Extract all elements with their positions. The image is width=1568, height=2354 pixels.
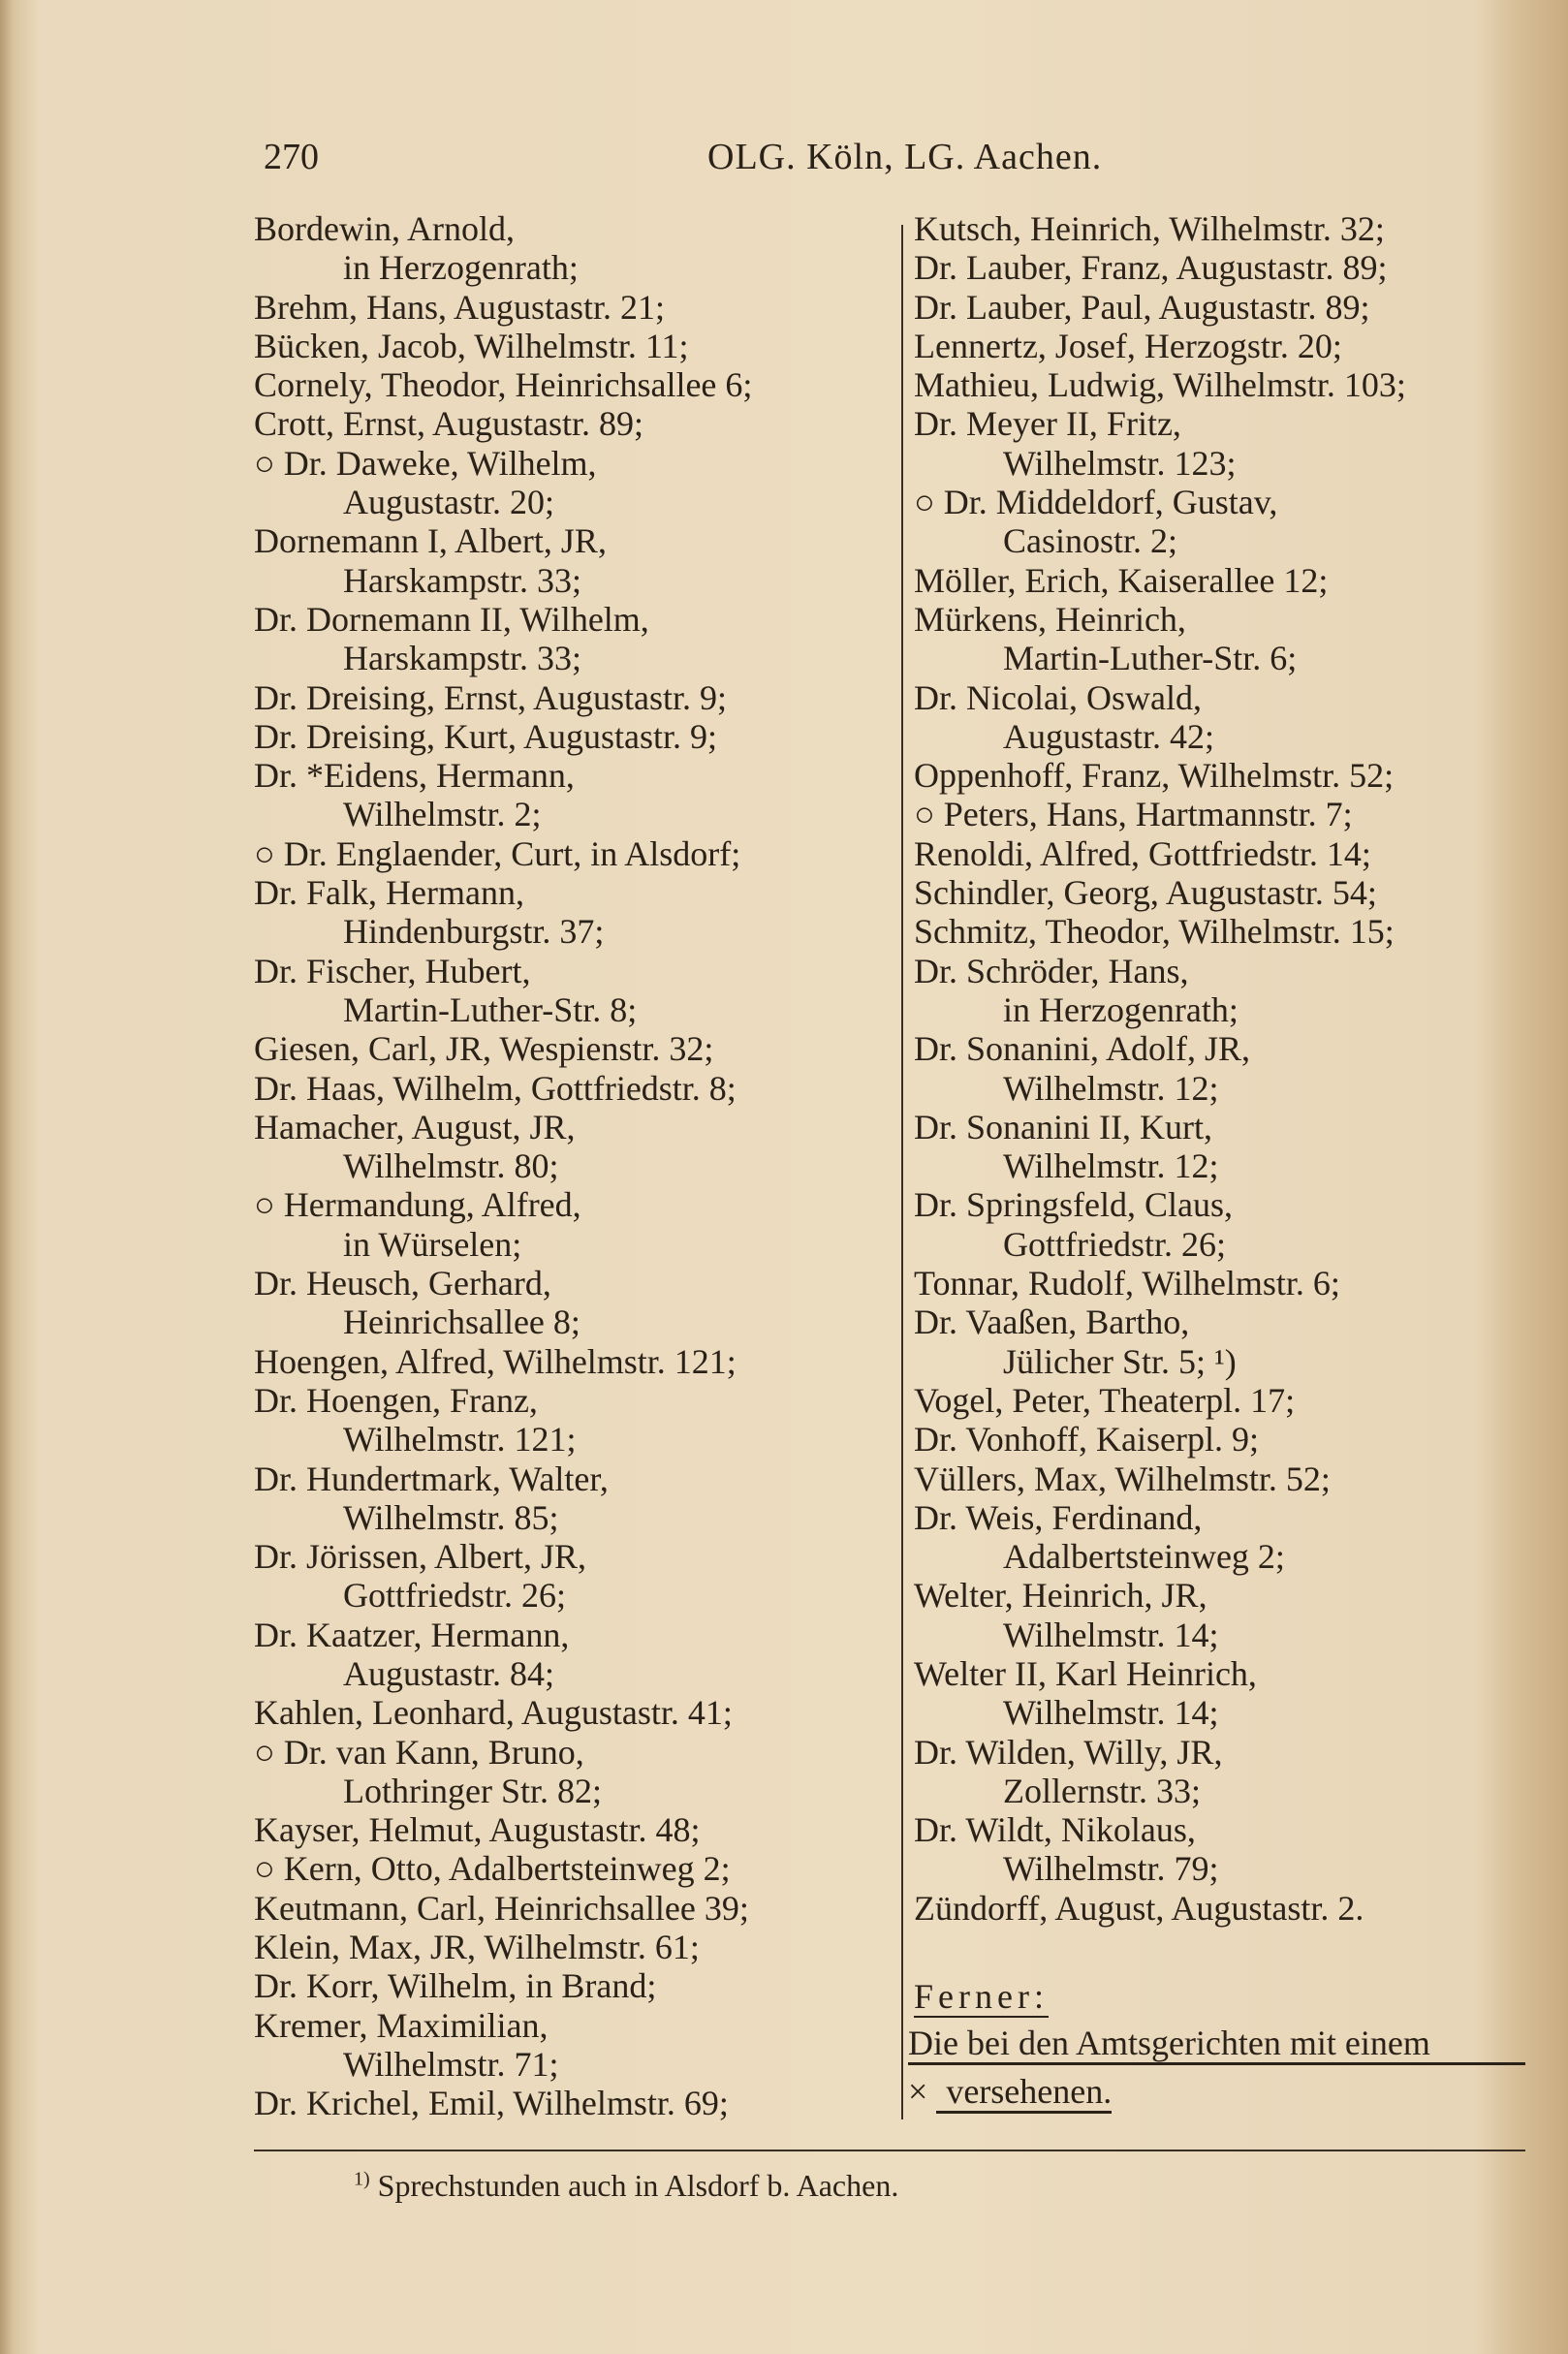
- ferner-note-line1: Die bei den Amtsgerichten mit einem: [908, 2024, 1525, 2065]
- entry-line: ○ Peters, Hans, Hartmannstr. 7;: [914, 795, 1353, 834]
- entry-line: Dr. Lauber, Paul, Augustastr. 89;: [914, 287, 1370, 327]
- left-column: [254, 209, 752, 2123]
- entry-line: ○ Dr. Englaender, Curt, in Alsdorf;: [254, 833, 741, 873]
- entry-line: Dr. Wilden, Willy, JR,: [914, 1732, 1223, 1772]
- entry-continuation-line: in Herzogenrath;: [1003, 989, 1239, 1029]
- entry-continuation-line: Zollernstr. 33;: [1003, 1771, 1201, 1810]
- entry-line: Dr. Vaaßen, Bartho,: [914, 1303, 1190, 1342]
- entry-line: Dr. Hundertmark, Walter,: [254, 1459, 609, 1498]
- entry-line: Giesen, Carl, JR, Wespienstr. 32;: [254, 1029, 714, 1069]
- entry-continuation-line: Harskampstr. 33;: [343, 560, 581, 600]
- entry-continuation-line: Wilhelmstr. 12;: [1003, 1068, 1219, 1108]
- entry-line: Vüllers, Max, Wilhelmstr. 52;: [914, 1459, 1331, 1498]
- entry-continuation-line: Gottfriedstr. 26;: [343, 1576, 566, 1616]
- entry-line: Bordewin, Arnold,: [254, 209, 515, 248]
- entry-line: Hamacher, August, JR,: [254, 1107, 576, 1146]
- entry-line: Dr. Weis, Ferdinand,: [914, 1497, 1203, 1537]
- entry-continuation-line: Lothringer Str. 82;: [343, 1771, 602, 1810]
- entry-line: Mathieu, Ludwig, Wilhelmstr. 103;: [914, 365, 1406, 405]
- entry-line: Dr. Falk, Hermann,: [254, 873, 524, 913]
- page-number: 270: [264, 137, 319, 177]
- entry-continuation-line: Harskampstr. 33;: [343, 639, 581, 678]
- entry-line: Dr. Meyer II, Fritz,: [914, 404, 1181, 444]
- entry-continuation-line: Wilhelmstr. 121;: [343, 1420, 577, 1459]
- entry-line: Schindler, Georg, Augustastr. 54;: [914, 873, 1377, 913]
- entry-line: Dr. Schröder, Hans,: [914, 951, 1189, 990]
- running-head: OLG. Köln, LG. Aachen.: [707, 137, 1103, 177]
- entry-continuation-line: Wilhelmstr. 12;: [1003, 1146, 1219, 1186]
- ferner-note-line2: [908, 2072, 1112, 2111]
- entry-line: Zündorff, August, Augustastr. 2.: [914, 1888, 1364, 1928]
- entry-line: Renoldi, Alfred, Gottfriedstr. 14;: [914, 833, 1371, 873]
- entry-line: Lennertz, Josef, Herzogstr. 20;: [914, 326, 1342, 365]
- entry-line: Dr. Heusch, Gerhard,: [254, 1264, 551, 1303]
- entry-line: Welter II, Karl Heinrich,: [914, 1653, 1257, 1693]
- entry-line: Dr. Jörissen, Albert, JR,: [254, 1537, 587, 1577]
- entry-line: Klein, Max, JR, Wilhelmstr. 61;: [254, 1928, 700, 1967]
- column-divider: [901, 225, 903, 2119]
- entry-continuation-line: Wilhelmstr. 71;: [343, 2044, 559, 2084]
- entry-line: Dornemann I, Albert, JR,: [254, 521, 607, 561]
- entry-line: Kahlen, Leonhard, Augustastr. 41;: [254, 1693, 733, 1733]
- entry-line: Dr. *Eidens, Hermann,: [254, 756, 575, 796]
- entry-continuation-line: Jülicher Str. 5; ¹): [1003, 1341, 1237, 1381]
- entry-line: Dr. Nicolai, Oswald,: [914, 677, 1202, 717]
- entry-continuation-line: Casinostr. 2;: [1003, 521, 1178, 561]
- entry-line: Dr. Dreising, Kurt, Augustastr. 9;: [254, 716, 717, 756]
- entry-line: ○ Hermandung, Alfred,: [254, 1185, 581, 1225]
- ferner-note-text: versehenen.: [936, 2072, 1112, 2114]
- entry-continuation-line: Wilhelmstr. 85;: [343, 1497, 559, 1537]
- entry-line: Dr. Hoengen, Franz,: [254, 1380, 538, 1420]
- entry-line: Welter, Heinrich, JR,: [914, 1576, 1207, 1616]
- entry-line: Möller, Erich, Kaiserallee 12;: [914, 560, 1329, 600]
- entry-line: Dr. Krichel, Emil, Wilhelmstr. 69;: [254, 2084, 729, 2123]
- entry-line: Kayser, Helmut, Augustastr. 48;: [254, 1810, 701, 1850]
- entry-continuation-line: Hindenburgstr. 37;: [343, 912, 605, 952]
- entry-line: Dr. Sonanini, Adolf, JR,: [914, 1029, 1251, 1069]
- entry-line: Brehm, Hans, Augustastr. 21;: [254, 287, 665, 327]
- entry-continuation-line: Wilhelmstr. 79;: [1003, 1849, 1219, 1889]
- entry-line: Tonnar, Rudolf, Wilhelmstr. 6;: [914, 1264, 1340, 1303]
- entry-continuation-line: in Herzogenrath;: [343, 248, 579, 288]
- entry-line: Bücken, Jacob, Wilhelmstr. 11;: [254, 326, 689, 365]
- entry-continuation-line: Adalbertsteinweg 2;: [1003, 1537, 1285, 1577]
- entry-line: Dr. Vonhoff, Kaiserpl. 9;: [914, 1420, 1259, 1459]
- footnote: [354, 2168, 898, 2204]
- entry-line: Hoengen, Alfred, Wilhelmstr. 121;: [254, 1341, 737, 1381]
- entry-continuation-line: Gottfriedstr. 26;: [1003, 1224, 1226, 1264]
- footnote-text: Sprechstunden auch in Alsdorf b. Aachen.: [377, 2168, 899, 2203]
- right-column: [914, 209, 1406, 1928]
- entry-line: Dr. Dreising, Ernst, Augustastr. 9;: [254, 677, 727, 717]
- entry-line: Cornely, Theodor, Heinrichsallee 6;: [254, 365, 753, 405]
- entry-line: ○ Dr. van Kann, Bruno,: [254, 1732, 584, 1772]
- entry-continuation-line: Augustastr. 84;: [343, 1653, 555, 1693]
- footnote-mark: 1): [354, 2168, 370, 2190]
- entry-line: Dr. Fischer, Hubert,: [254, 951, 531, 990]
- entry-line: ○ Dr. Middeldorf, Gustav,: [914, 483, 1278, 522]
- entry-continuation-line: Wilhelmstr. 14;: [1003, 1693, 1219, 1733]
- entry-continuation-line: Martin-Luther-Str. 6;: [1003, 639, 1298, 678]
- entry-line: Kremer, Maximilian,: [254, 2005, 549, 2045]
- entry-line: Dr. Haas, Wilhelm, Gottfriedstr. 8;: [254, 1068, 737, 1108]
- entry-continuation-line: in Würselen;: [343, 1224, 522, 1264]
- entry-line: Dr. Dornemann II, Wilhelm,: [254, 599, 649, 639]
- entry-line: Kutsch, Heinrich, Wilhelmstr. 32;: [914, 209, 1385, 248]
- entry-line: Dr. Wildt, Nikolaus,: [914, 1810, 1196, 1850]
- entry-line: Dr. Korr, Wilhelm, in Brand;: [254, 1966, 657, 2006]
- footnote-rule: [254, 2150, 1525, 2151]
- entry-line: Dr. Springsfeld, Claus,: [914, 1185, 1233, 1225]
- entry-line: ○ Kern, Otto, Adalbertsteinweg 2;: [254, 1849, 731, 1889]
- entry-continuation-line: Wilhelmstr. 123;: [1003, 443, 1237, 483]
- entry-line: Keutmann, Carl, Heinrichsallee 39;: [254, 1888, 749, 1928]
- entry-continuation-line: Heinrichsallee 8;: [343, 1303, 580, 1342]
- entry-continuation-line: Wilhelmstr. 14;: [1003, 1615, 1219, 1654]
- entry-line: Crott, Ernst, Augustastr. 89;: [254, 404, 644, 444]
- entry-line: Vogel, Peter, Theaterpl. 17;: [914, 1380, 1296, 1420]
- cross-marker: ×: [908, 2072, 928, 2111]
- entry-line: ○ Dr. Daweke, Wilhelm,: [254, 443, 597, 483]
- entry-line: Schmitz, Theodor, Wilhelmstr. 15;: [914, 912, 1395, 952]
- entry-continuation-line: Augustastr. 42;: [1003, 716, 1215, 756]
- entry-continuation-line: Wilhelmstr. 80;: [343, 1146, 559, 1186]
- entry-line: Oppenhoff, Franz, Wilhelmstr. 52;: [914, 756, 1395, 796]
- entry-line: Dr. Sonanini II, Kurt,: [914, 1107, 1212, 1146]
- entry-continuation-line: Martin-Luther-Str. 8;: [343, 989, 638, 1029]
- entry-continuation-line: Augustastr. 20;: [343, 483, 555, 522]
- ferner-heading: Ferner:: [914, 1977, 1049, 2016]
- entry-line: Dr. Lauber, Franz, Augustastr. 89;: [914, 248, 1388, 288]
- entry-line: Dr. Kaatzer, Hermann,: [254, 1615, 570, 1654]
- entry-line: Mürkens, Heinrich,: [914, 599, 1186, 639]
- entry-continuation-line: Wilhelmstr. 2;: [343, 795, 542, 834]
